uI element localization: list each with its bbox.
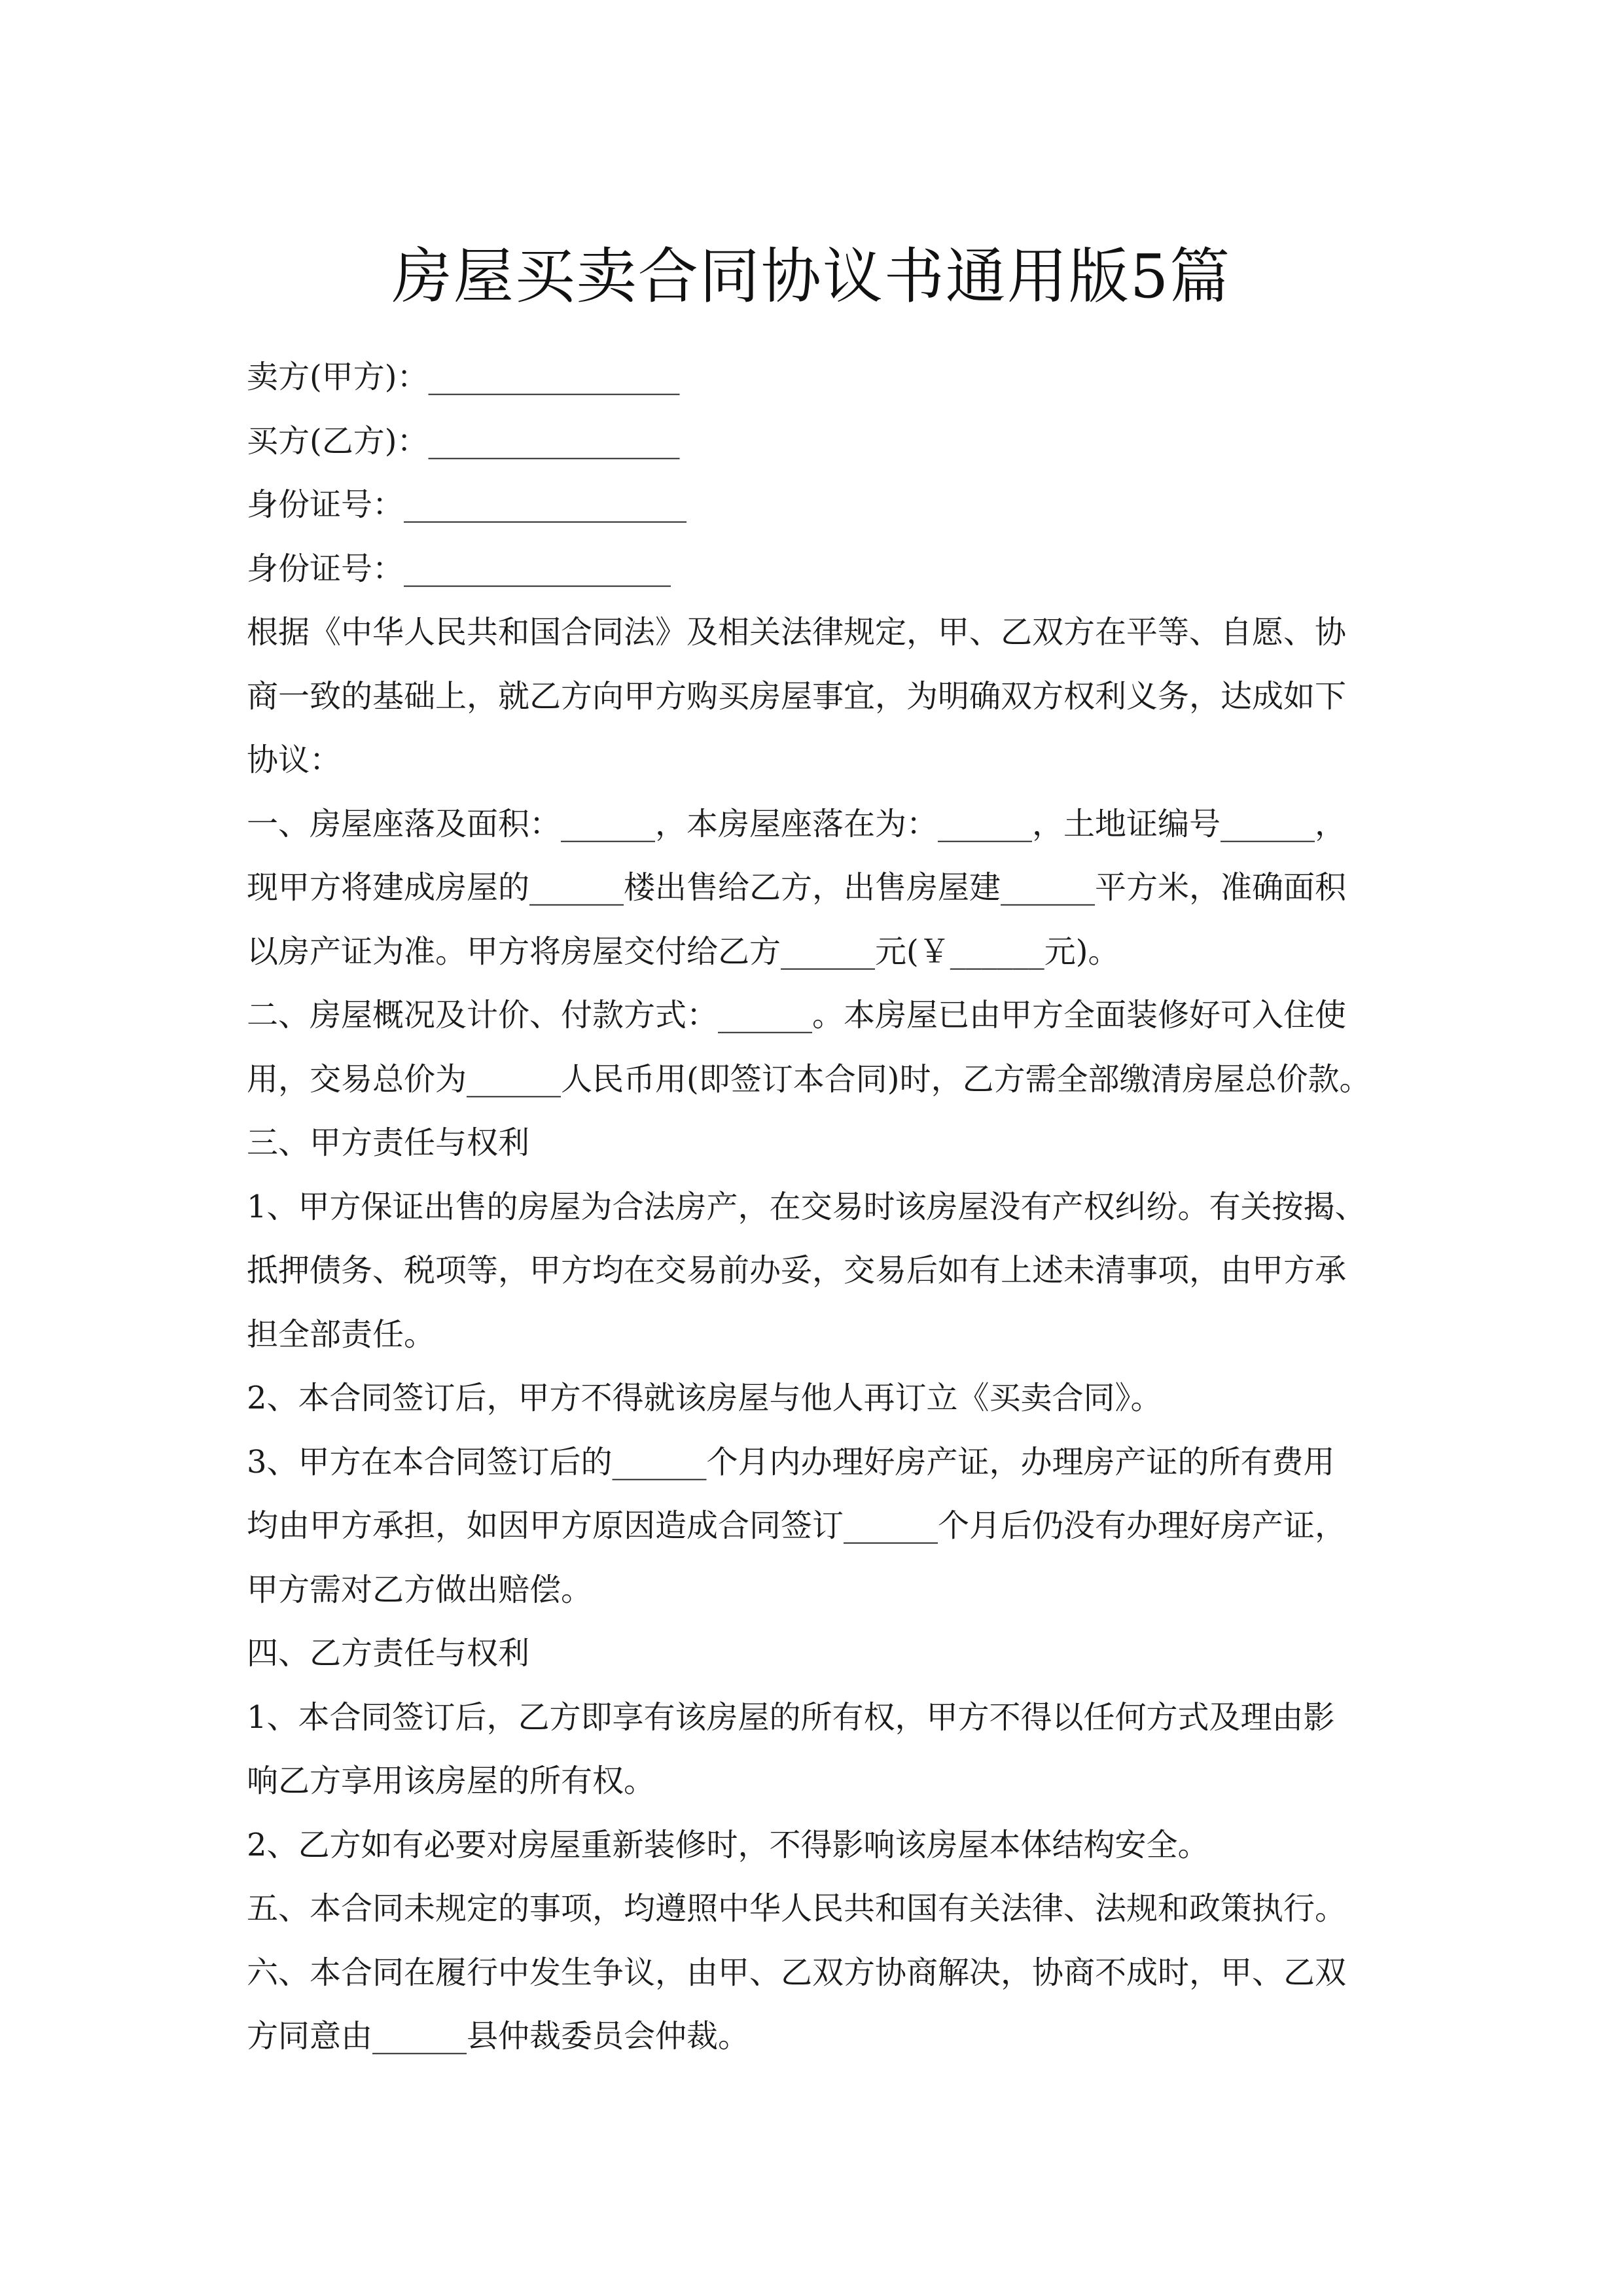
clause-1-line-3: 以房产证为准。甲方将房屋交付给乙方______元(￥______元)。 <box>247 933 1120 970</box>
seller-line: 卖方(甲方)：________________ <box>247 359 680 395</box>
document-title: 房屋买卖合同协议书通用版5篇 <box>391 241 1232 312</box>
section-3-item-3-line-1: 3、甲方在本合同签订后的______个月内办理好房产证，办理房产证的所有费用 <box>247 1443 1335 1480</box>
section-3-item-1-line-1: 1、甲方保证出售的房屋为合法房产，在交易时该房屋没有产权纠纷。有关按揭、 <box>247 1188 1366 1225</box>
clause-2-line-1: 二、房屋概况及计价、付款方式：______。本房屋已由甲方全面装修好可入住使 <box>247 997 1347 1033</box>
section-3-item-3-line-2: 均由甲方承担，如因甲方原因造成合同签订______个月后仍没有办理好房产证， <box>247 1507 1347 1544</box>
section-4-heading: 四、乙方责任与权利 <box>247 1635 530 1672</box>
document-body <box>247 346 1385 2069</box>
clause-2-line-2: 用，交易总价为______人民币用(即签订本合同)时，乙方需全部缴清房屋总价款。 <box>247 1060 1371 1098</box>
section-3-item-1-line-2: 抵押债务、税项等，甲方均在交易前办妥，交易后如有上述未清事项，由甲方承 <box>247 1252 1347 1289</box>
section-4-item-2: 2、乙方如有必要对房屋重新装修时，不得影响该房屋本体结构安全。 <box>247 1826 1209 1863</box>
clause-1-line-1: 一、房屋座落及面积：______，本房屋座落在为：______，土地证编号______， <box>247 805 1347 842</box>
buyer-line: 买方(乙方)：________________ <box>247 422 680 459</box>
section-3-item-3-line-3: 甲方需对乙方做出赔偿。 <box>247 1571 593 1608</box>
section-4-item-1-line-2: 响乙方享用该房屋的所有权。 <box>247 1763 656 1799</box>
clause-5: 五、本合同未规定的事项，均遵照中华人民共和国有关法律、法规和政策执行。 <box>247 1890 1347 1927</box>
preamble-line-1: 根据《中华人民共和国合同法》及相关法律规定，甲、乙双方在平等、自愿、协 <box>247 614 1347 651</box>
preamble-line-2: 商一致的基础上，就乙方向甲方购买房屋事宜，为明确双方权利义务，达成如下 <box>247 677 1347 715</box>
clause-6-line-2: 方同意由______县仲裁委员会仲裁。 <box>247 2018 750 2054</box>
clause-6-line-1: 六、本合同在履行中发生争议，由甲、乙双方协商解决，协商不成时，甲、乙双 <box>247 1954 1347 1991</box>
section-3-heading: 三、甲方责任与权利 <box>247 1124 530 1161</box>
section-3-item-1-line-3: 担全部责任。 <box>247 1316 436 1353</box>
section-3-item-2: 2、本合同签订后，甲方不得就该房屋与他人再订立《买卖合同》。 <box>247 1380 1162 1416</box>
section-4-item-1-line-1: 1、本合同签订后，乙方即享有该房屋的所有权，甲方不得以任何方式及理由影 <box>247 1698 1335 1736</box>
id-number-line-2: 身份证号：_________________ <box>247 550 671 587</box>
clause-1-line-2: 现甲方将建成房屋的______楼出售给乙方，出售房屋建______平方米，准确面积 <box>247 869 1347 906</box>
preamble-line-3: 协议： <box>247 742 342 778</box>
id-number-line-1: 身份证号：__________________ <box>247 486 687 523</box>
